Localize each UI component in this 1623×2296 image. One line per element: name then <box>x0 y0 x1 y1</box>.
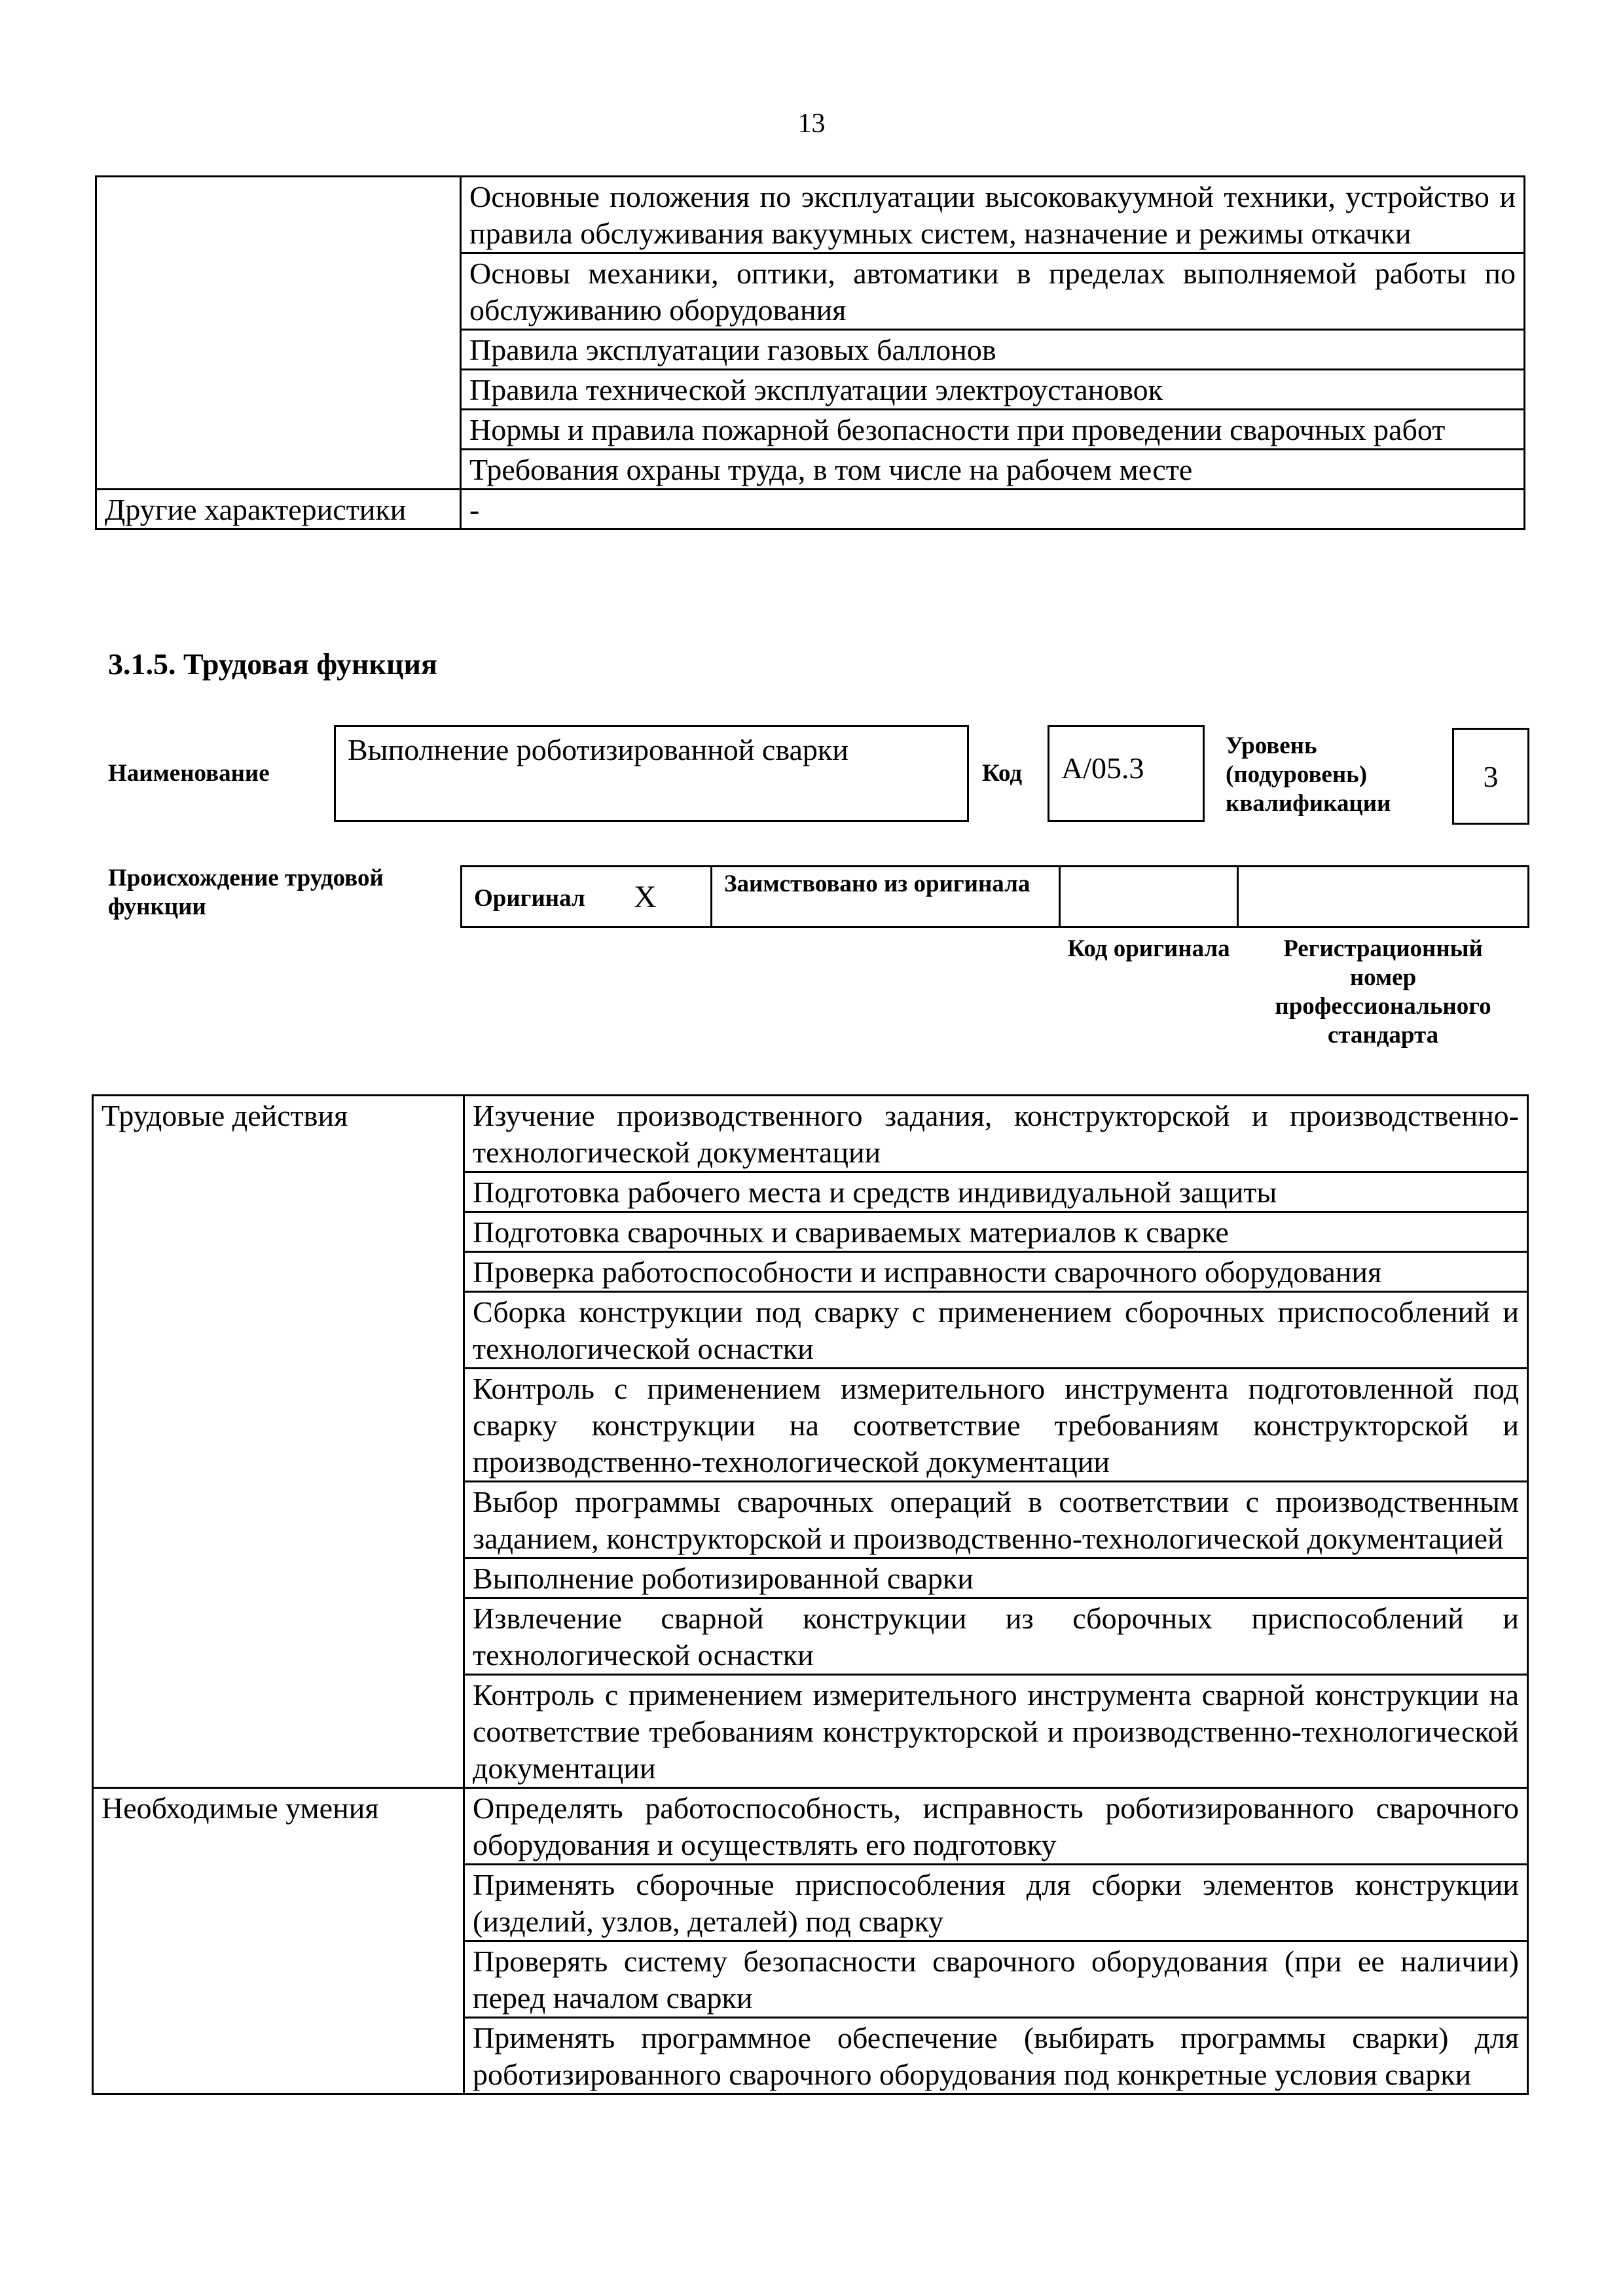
page-number: 13 <box>797 109 826 139</box>
original-code-cell <box>1059 865 1239 928</box>
skill-item: Применять программное обеспечение (выбирать программы сварки) для роботизированного сварочного оборудования под конкретные условия сварки <box>464 2018 1528 2094</box>
original-label: Оригинал <box>474 885 585 912</box>
labor-action-item: Сборка конструкции под сварку с применением сборочных приспособлений и технологической оснастки <box>464 1292 1528 1369</box>
labor-action-item: Подготовка сварочных и свариваемых материалов к сварке <box>464 1212 1528 1252</box>
knowledge-left-cell <box>96 177 461 490</box>
knowledge-row: Требования охраны труда, в том числе на рабочем месте <box>461 450 1525 490</box>
reg-number-caption: Регистрационный номер профессионального стандарта <box>1275 935 1491 1049</box>
knowledge-row: Основы механики, оптики, автоматики в пределах выполняемой работы по обслуживанию оборудования <box>461 253 1525 330</box>
labor-action-item: Изучение производственного задания, конструкторской и производственно-технологической документации <box>464 1096 1528 1172</box>
code-value-box <box>1048 725 1205 822</box>
skill-item: Определять работоспособность, исправность роботизированного сварочного оборудования и осуществлять его подготовку <box>464 1788 1528 1865</box>
knowledge-row: Правила эксплуатации газовых баллонов <box>461 330 1525 370</box>
section-heading: 3.1.5. Трудовая функция <box>108 647 437 681</box>
reg-number-cell <box>1237 865 1529 928</box>
knowledge-row: Нормы и правила пожарной безопасности при проведении сварочных работ <box>461 410 1525 450</box>
borrowed-cell <box>710 865 1061 928</box>
skill-item: Применять сборочные приспособления для сборки элементов конструкции (изделий, узлов, деталей) под сварку <box>464 1865 1528 1941</box>
origin-label: Происхождение трудовой функции <box>108 865 384 920</box>
other-characteristics-label: Другие характеристики <box>96 490 461 529</box>
level-value-box <box>1452 728 1529 825</box>
borrowed-label: Заимствовано из оригинала <box>724 870 1030 897</box>
original-mark: X <box>634 880 657 914</box>
labor-action-item: Выполнение роботизированной сварки <box>464 1558 1528 1598</box>
original-code-caption: Код оригинала <box>1067 935 1230 962</box>
labor-action-item: Проверка работоспособности и исправности сварочного оборудования <box>464 1252 1528 1292</box>
labor-action-item: Извлечение сварной конструкции из сборочных приспособлений и технологической оснастки <box>464 1598 1528 1675</box>
level-value: 3 <box>1483 759 1499 793</box>
name-value-box <box>334 725 969 822</box>
labor-function-table <box>92 1094 1529 2095</box>
required-skills-label: Необходимые умения <box>93 1788 464 2094</box>
labor-actions-label: Трудовые действия <box>93 1096 464 1788</box>
code-value: A/05.3 <box>1061 751 1144 785</box>
code-label: Код <box>982 760 1023 787</box>
name-label: Наименование <box>108 760 270 787</box>
labor-action-item: Подготовка рабочего места и средств индивидуальной защиты <box>464 1172 1528 1212</box>
knowledge-row: Основные положения по эксплуатации высоковакуумной техники, устройство и правила обслуживания вакуумных систем, назначение и режимы откачки <box>461 177 1525 253</box>
labor-action-item: Выбор программы сварочных операций в соответствии с производственным заданием, конструкторской и производственно-технологической документацией <box>464 1482 1528 1558</box>
skill-item: Проверять систему безопасности сварочного оборудования (при ее наличии) перед началом сварки <box>464 1941 1528 2018</box>
labor-action-item: Контроль с применением измерительного инструмента сварной конструкции на соответствие требованиям конструкторской и производственно-технологической документации <box>464 1675 1528 1788</box>
knowledge-table <box>95 175 1525 530</box>
other-characteristics-value: - <box>461 490 1525 529</box>
knowledge-row: Правила технической эксплуатации электроустановок <box>461 370 1525 410</box>
name-value: Выполнение роботизированной сварки <box>348 733 848 766</box>
labor-action-item: Контроль с применением измерительного инструмента подготовленной под сварку конструкции на соответствие требованиям конструкторской и производственно-технологической документации <box>464 1369 1528 1482</box>
level-label: Уровень (подуровень) квалификации <box>1226 732 1391 817</box>
original-cell <box>460 865 712 928</box>
